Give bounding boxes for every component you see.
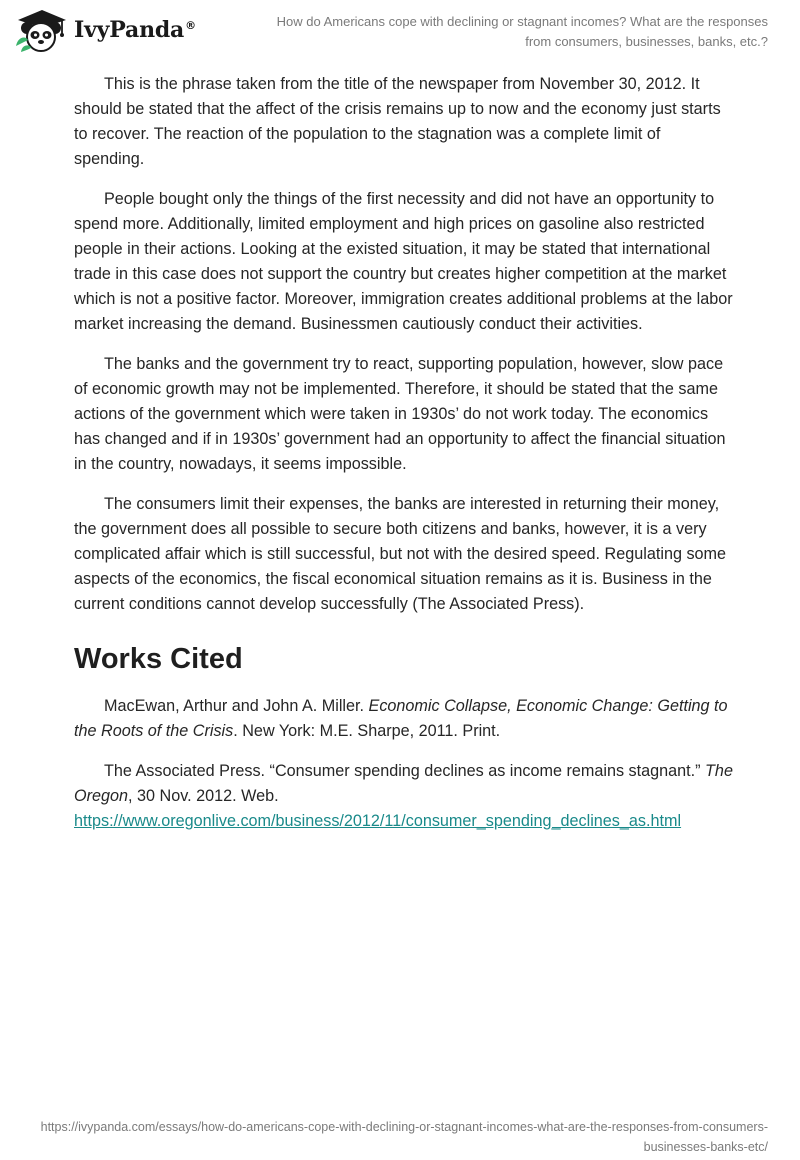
body-paragraph: This is the phrase taken from the title of the newspaper from November 30, 2012. It should be stated that the affect of the crisis remains up to now and the economy just starts to recover. The reaction of the population to the stagnation was a complete limit of spending.: [74, 75, 721, 168]
citation-title: The Oregon: [74, 762, 733, 805]
body-paragraph: The banks and the government try to react, supporting population, however, slow pace of economic growth may not be implemented. Therefore, it should be stated that the same actions of the government which were taken in 1930s’ do not work today. The economics has changed and if in 1930s’ government had an opportunity to affect the financial situation in the country, nowadays, it seems impossible.: [74, 355, 726, 473]
citation-authors: MacEwan, Arthur and John A. Miller.: [104, 697, 369, 715]
citation-publication: . New York: M.E. Sharpe, 2011. Print.: [233, 722, 501, 740]
brand-name: IvyPanda®: [74, 17, 196, 43]
page-header: [0, 0, 800, 70]
citation-authors: The Associated Press. “Consumer spending declines as income remains stagnant.”: [104, 762, 706, 780]
citation-entry: [74, 694, 734, 744]
citation-link[interactable]: https://www.oregonlive.com/business/2012/11/consumer_spending_declines_as.html: [74, 812, 682, 830]
page-source-url: https://ivypanda.com/essays/how-do-americans-cope-with-declining-or-stagnant-incomes-what-are-the-responses-from-consumers-businesses-banks-etc/: [40, 1120, 768, 1154]
document-title: How do Americans cope with declining or stagnant incomes? What are the responses from consumers, businesses, banks, etc.?: [276, 14, 768, 49]
essay-body: [74, 72, 734, 849]
citation-title: Economic Collapse, Economic Change: Getting to the Roots of the Crisis: [74, 697, 728, 740]
citation-publication: , 30 Nov. 2012. Web.: [128, 787, 279, 805]
citation-entry: [74, 759, 734, 834]
registered-mark: ®: [185, 18, 196, 32]
body-paragraph: People bought only the things of the first necessity and did not have an opportunity to spend more. Additionally, limited employment and high prices on gasoline also restricted people in their actions. Looking at the existed situation, it may be stated that international trade in this case does not support the country but creates higher competition at the market which is not a positive factor. Moreover, immigration creates additional problems at the labor market increasing the demand. Businessmen cautiously conduct their activities.: [74, 190, 733, 333]
panda-graduate-icon: [12, 6, 68, 54]
works-cited-heading: Works Cited: [74, 643, 243, 675]
brand-logo[interactable]: [12, 6, 196, 54]
body-paragraph: The consumers limit their expenses, the banks are interested in returning their money, the government does all possible to secure both citizens and banks, however, it is a very complicated affair which is still successful, but not with the desired speed. Regulating some aspects of the economics, the fiscal economical situation remains as it is. Business in the current conditions cannot develop successfully (The Associated Press).: [74, 495, 727, 613]
